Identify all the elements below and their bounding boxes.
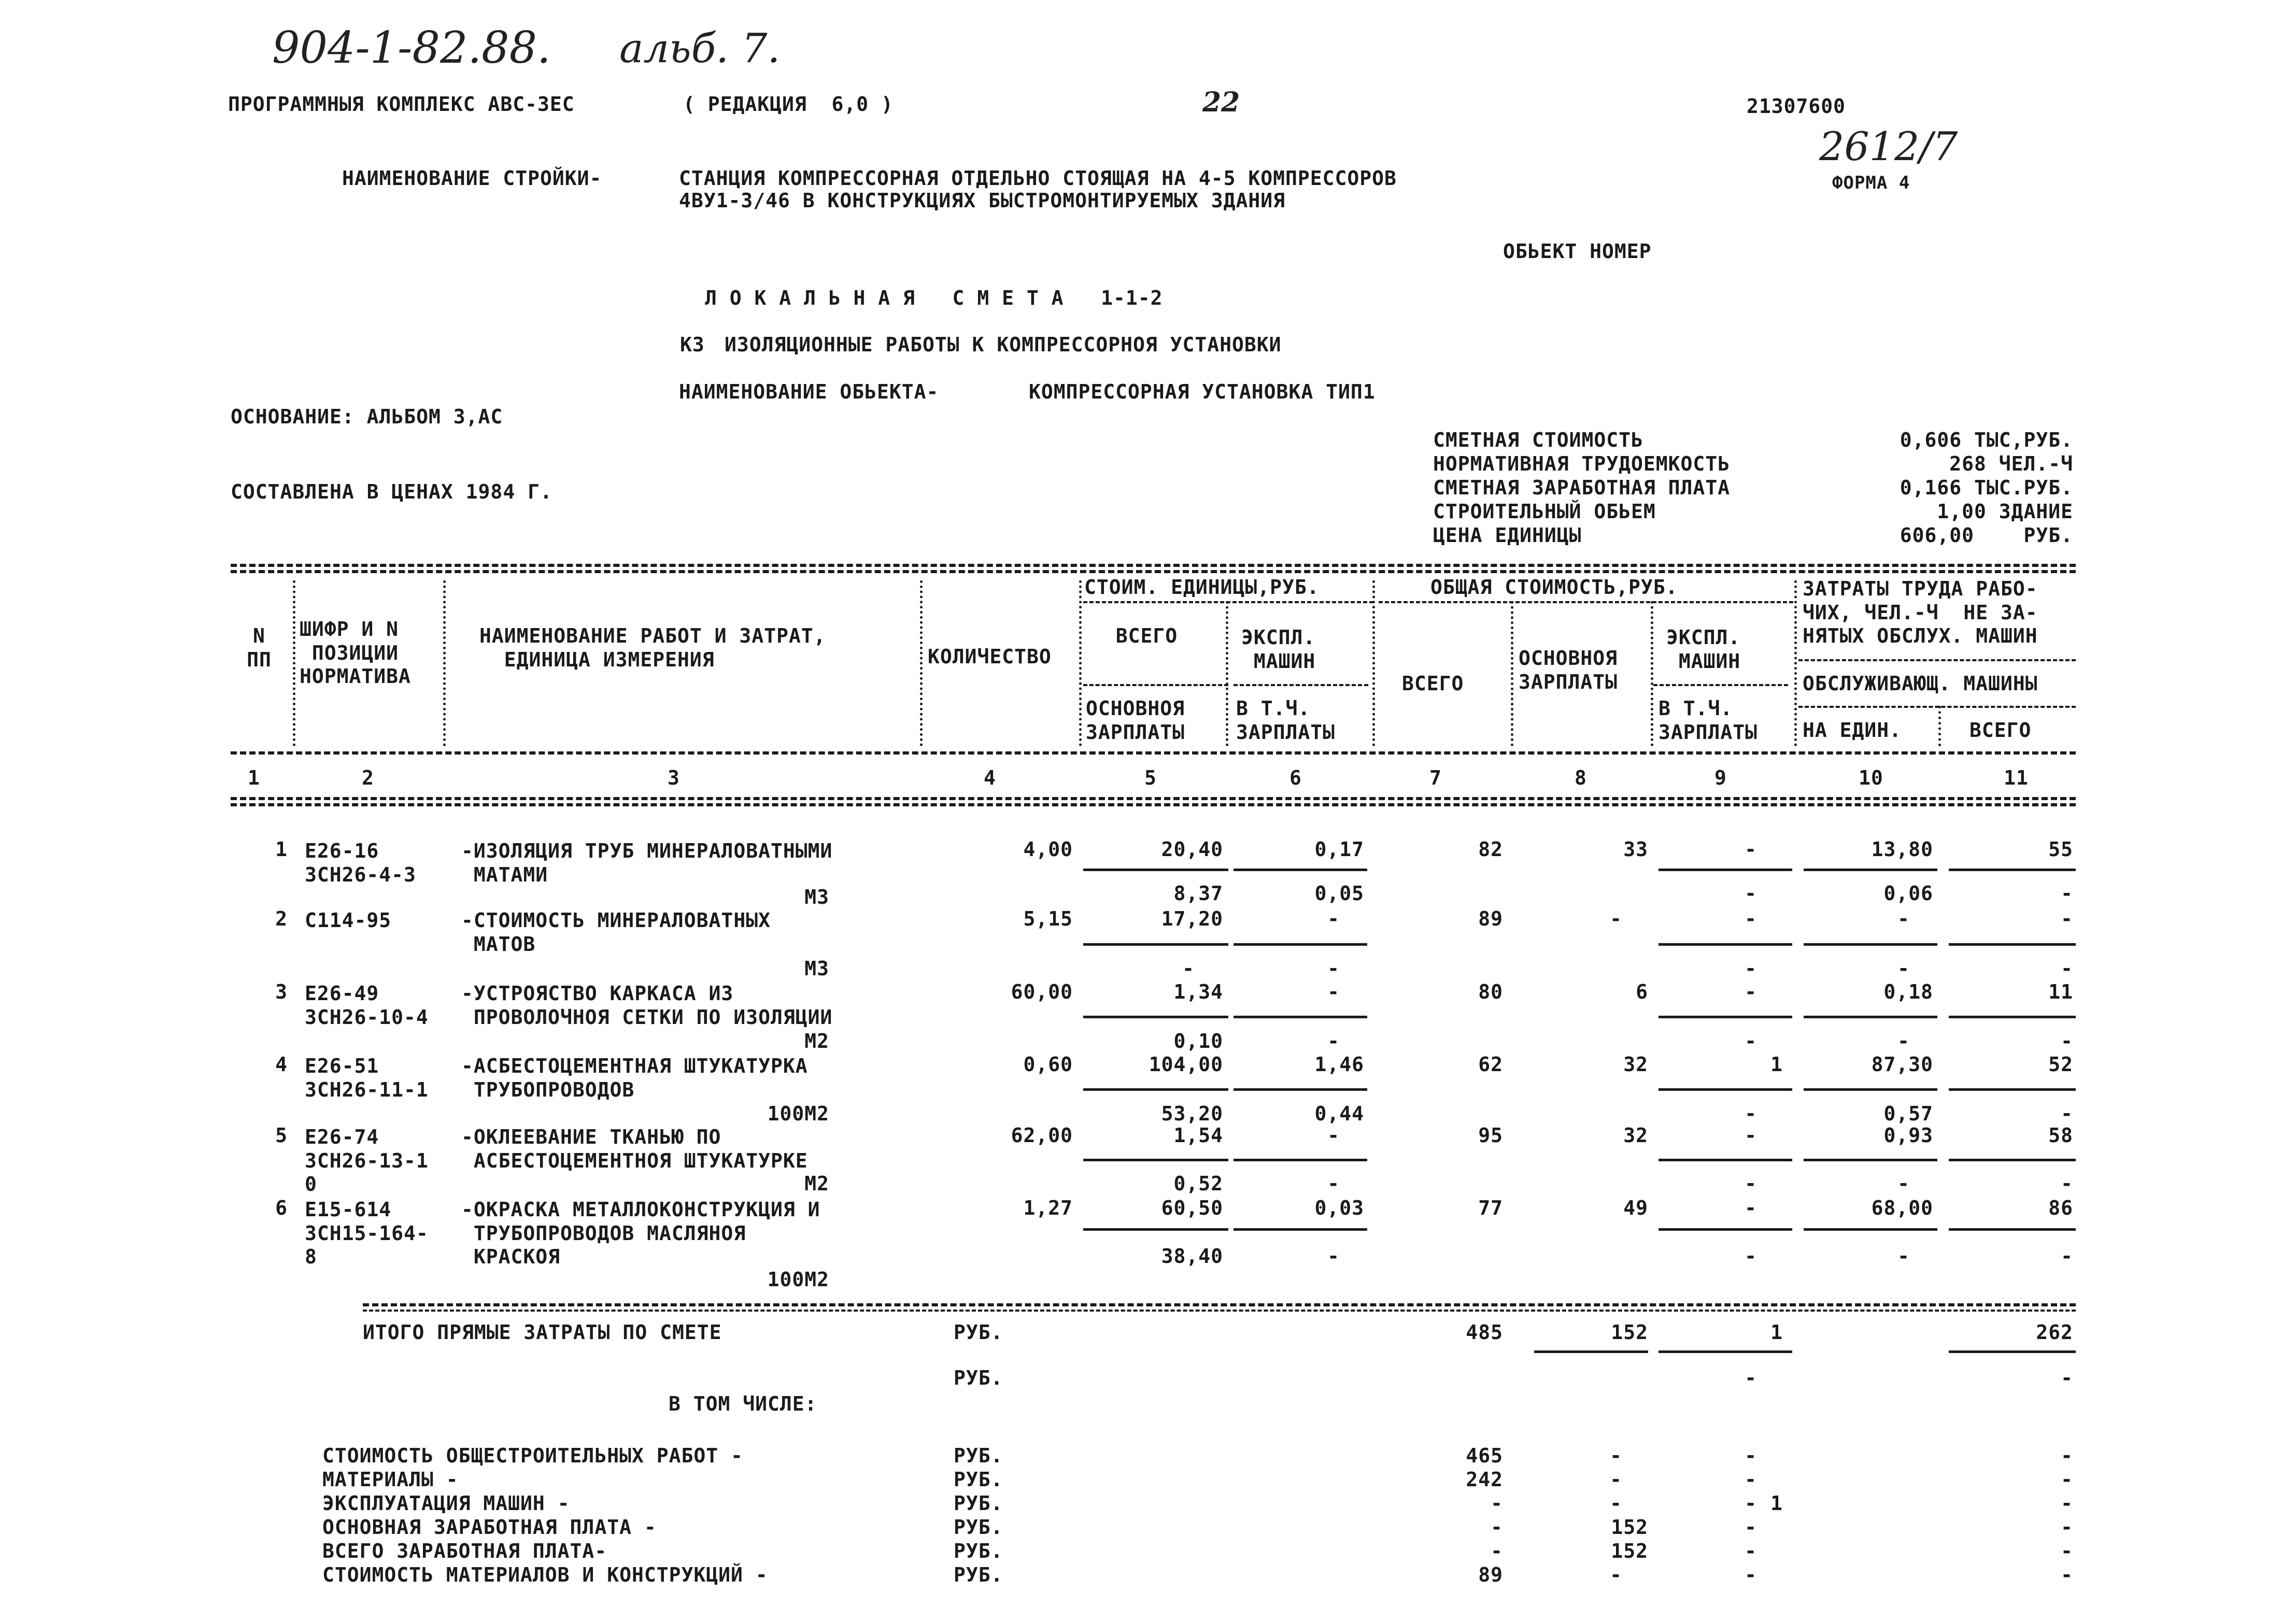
row-underline (1083, 869, 1228, 871)
breakdown-machines: - (1745, 1540, 1757, 1562)
totals-unit-2: РУБ. (954, 1367, 1003, 1389)
row-work-name: -АСБЕСТОЦЕМЕНТНАЯ ШТУКАТУРКА ТРУБОПРОВОДОВ (461, 1055, 808, 1101)
row-quantity: 60,00 (1011, 980, 1073, 1003)
breakdown-unit: РУБ. (954, 1444, 1003, 1467)
header-subrule (1083, 684, 1228, 686)
header-labor-per-unit: НА ЕДИН. (1803, 719, 1902, 742)
row-total-machine-wages: - (1745, 1030, 1757, 1052)
row-unit-machine-wages: - (1327, 1172, 1340, 1195)
row-underline (1804, 1016, 1937, 1018)
totals-labor: 262 (2036, 1321, 2073, 1344)
row-code: Е26-51 ЗСН26-11-1 (305, 1055, 429, 1101)
breakdown-wages: - (1610, 1468, 1622, 1491)
breakdown-label: СТОИМОСТЬ ОБЩЕСТРОИТЕЛЬНЫХ РАБОТ - (322, 1444, 743, 1467)
row-labor-total-machines: - (2061, 1172, 2073, 1195)
totals-label: ИТОГО ПРЯМЫЕ ЗАТРАТЫ ПО СМЕТЕ (363, 1321, 722, 1344)
row-code: Е26-49 ЗСН26-10-4 (305, 982, 429, 1029)
totals-rule (363, 1310, 2076, 1312)
row-work-name: -УСТРОЯСТВО КАРКАСА ИЗ ПРОВОЛОЧНОЯ СЕТКИ ПО ИЗОЛЯЦИИ (461, 982, 833, 1029)
row-labor-per-unit-machines: 0,06 (1883, 882, 1933, 905)
header-labor-machines: ОБСЛУЖИВАЮЩ. МАШИНЫ (1803, 672, 2038, 695)
row-unit-machines: - (1327, 980, 1340, 1003)
row-labor-total: 52 (2048, 1053, 2073, 1076)
object-number-label: ОБЬЕКТ НОМЕР (1503, 240, 1652, 263)
row-unit-total: 60,50 (1161, 1197, 1223, 1219)
row-work-name: -СТОИМОСТЬ МИНЕРАЛОВАТНЫХ МАТОВ (461, 909, 771, 956)
row-unit-machines: 0,17 (1314, 838, 1364, 861)
header-unit-cost-group: СТОИМ. ЕДИНИЦЫ,РУБ. (1084, 576, 1320, 599)
col-sep (1938, 706, 1941, 746)
column-number: 11 (2004, 766, 2029, 789)
header-unit-total: ВСЕГО (1091, 624, 1178, 647)
estimate-mark: КЗ (680, 333, 705, 356)
row-unit-machine-wages: 0,05 (1314, 882, 1364, 905)
row-total-wages: 33 (1623, 838, 1648, 861)
totals-machine-wages: - (1745, 1367, 1757, 1389)
breakdown-labor: - (2061, 1492, 2073, 1515)
row-quantity: 5,15 (1023, 907, 1073, 930)
row-code: С114-95 (305, 909, 392, 932)
table-top-rule (231, 564, 2076, 567)
object-label: НАИМЕНОВАНИЕ ОБЬЕКТА- (679, 380, 939, 403)
header-group-rule (1379, 601, 1793, 603)
breakdown-machines: - (1745, 1468, 1757, 1491)
row-quantity: 1,27 (1023, 1197, 1073, 1219)
col-sep (1226, 601, 1228, 746)
row-labor-total-machines: - (2061, 1102, 2073, 1125)
header-code: ШИФР И N ПОЗИЦИИ НОРМАТИВА (300, 618, 411, 688)
column-number: 7 (1429, 766, 1442, 789)
row-unit: М3 (804, 886, 829, 908)
row-total-machine-wages: - (1745, 1172, 1757, 1195)
row-total-wages: 49 (1623, 1197, 1648, 1219)
header-group-rule (1083, 601, 1373, 603)
row-unit-machines: - (1327, 1124, 1340, 1147)
header-total-machine-wages: В Т.Ч. ЗАРПЛАТЫ (1659, 697, 1758, 744)
row-labor-total-machines: - (2061, 1245, 2073, 1268)
header-unit-machine-wages: В Т.Ч. ЗАРПЛАТЫ (1236, 697, 1336, 744)
summary-value: 0,606 ТЫС,РУБ. (1900, 429, 2073, 451)
page-number: 22 (1202, 87, 1240, 118)
row-underline (1083, 1016, 1228, 1018)
row-quantity: 4,00 (1023, 838, 1073, 861)
totals-underline (1534, 1350, 1648, 1353)
row-code: Е26-74 ЗСН26-13-1 0 (305, 1126, 429, 1196)
row-total-machine-wages: - (1745, 1102, 1757, 1125)
breakdown-wages: - (1610, 1492, 1622, 1515)
row-number: 3 (275, 980, 288, 1003)
row-labor-per-unit: 87,30 (1871, 1053, 1933, 1076)
row-underline (1949, 1228, 2076, 1231)
breakdown-total: - (1491, 1540, 1503, 1562)
column-number-rule (231, 797, 2076, 800)
header-total-machines: ЭКСПЛ. МАШИН (1666, 626, 1741, 673)
row-labor-total: - (2061, 907, 2073, 930)
price-base: СОСТАВЛЕНА В ЦЕНАХ 1984 Г. (231, 480, 552, 503)
breakdown-label: ОСНОВНАЯ ЗАРАБОТНАЯ ПЛАТА - (322, 1516, 657, 1539)
col-sep (1794, 580, 1797, 746)
row-underline (1083, 943, 1228, 946)
row-labor-per-unit: 13,80 (1871, 838, 1933, 861)
row-underline (1083, 1159, 1228, 1161)
breakdown-machines: - (1745, 1492, 1757, 1515)
summary-label: НОРМАТИВНАЯ ТРУДОЕМКОСТЬ (1433, 452, 1731, 475)
breakdown-wages: - (1610, 1444, 1622, 1467)
breakdown-label: ЭКСПЛУАТАЦИЯ МАШИН - (322, 1492, 570, 1515)
row-number: 2 (275, 907, 288, 930)
col-sep (1372, 580, 1375, 746)
breakdown-labor: - (2061, 1540, 2073, 1562)
row-labor-total: 11 (2048, 980, 2073, 1003)
row-underline (1804, 1088, 1937, 1091)
breakdown-machines: - (1745, 1563, 1757, 1586)
row-labor-per-unit-machines: - (1897, 1245, 1910, 1268)
row-underline (1804, 869, 1937, 871)
row-underline (1234, 1016, 1367, 1018)
row-underline (1949, 1016, 2076, 1018)
breakdown-unit: РУБ. (954, 1468, 1003, 1491)
column-number: 1 (248, 766, 260, 789)
row-number: 4 (275, 1053, 288, 1076)
totals-total: 485 (1466, 1321, 1503, 1344)
breakdown-label: ВСЕГО ЗАРАБОТНАЯ ПЛАТА- (322, 1540, 607, 1562)
breakdown-unit: РУБ. (954, 1540, 1003, 1562)
row-underline (1083, 1088, 1228, 1091)
row-quantity: 0,60 (1023, 1053, 1073, 1076)
row-underline (1949, 1159, 2076, 1161)
row-code: Е26-16 ЗСН26-4-3 (305, 840, 416, 886)
col-sep (443, 580, 446, 746)
row-total-machines: - (1745, 1124, 1757, 1147)
row-unit: М2 (804, 1172, 829, 1195)
header-total-cost-group: ОБЩАЯ СТОИМОСТЬ,РУБ. (1430, 576, 1678, 599)
row-total: 62 (1478, 1053, 1503, 1076)
breakdown-label: СТОИМОСТЬ МАТЕРИАЛОВ И КОНСТРУКЦИЙ - (322, 1563, 768, 1586)
row-labor-total: 58 (2048, 1124, 2073, 1147)
col-sep (1079, 580, 1082, 746)
album-number: альб. 7. (619, 25, 781, 72)
header-subrule (1798, 659, 2076, 661)
construction-label: НАИМЕНОВАНИЕ СТРОЙКИ- (342, 167, 602, 190)
summary-value: 606,00 РУБ. (1900, 524, 2073, 547)
basis: ОСНОВАНИЕ: АЛЬБОМ 3,АС (231, 405, 503, 428)
row-total-machines: - (1745, 838, 1757, 861)
row-total: 82 (1478, 838, 1503, 861)
breakdown-labor: - (2061, 1444, 2073, 1467)
row-underline (1234, 869, 1367, 871)
row-unit-machines: 1,46 (1314, 1053, 1364, 1076)
row-underline (1234, 1088, 1367, 1091)
breakdown-wages: - (1610, 1563, 1622, 1586)
estimate-title: Л О К А Л Ь Н А Я С М Е Т А 1-1-2 (705, 287, 1163, 309)
breakdown-labor: - (2061, 1563, 2073, 1586)
row-unit-machine-wages: 0,44 (1314, 1102, 1364, 1125)
row-underline (1949, 869, 2076, 871)
row-unit-wages: 8,37 (1173, 882, 1223, 905)
breakdown-total: - (1491, 1492, 1503, 1515)
header-subrule (1234, 684, 1368, 686)
column-number: 9 (1714, 766, 1727, 789)
row-work-name: -ОКРАСКА МЕТАЛЛОКОНСТРУКЦИЯ И ТРУБОПРОВОДОВ МАСЛЯНОЯ КРАСКОЯ (461, 1198, 820, 1269)
row-underline (1949, 943, 2076, 946)
col-sep (293, 580, 295, 746)
object-name: КОМПРЕССОРНАЯ УСТАНОВКА ТИП1 (1029, 380, 1376, 403)
estimate-subject: ИЗОЛЯЦИОННЫЕ РАБОТЫ К КОМПРЕССОРНОЯ УСТАНОВКИ (725, 333, 1282, 356)
summary-label: СМЕТНАЯ ЗАРАБОТНАЯ ПЛАТА (1433, 476, 1731, 499)
row-work-name: -ОКЛЕЕВАНИЕ ТКАНЬЮ ПО АСБЕСТОЦЕМЕНТНОЯ ШТУКАТУРКЕ (461, 1126, 808, 1172)
column-number: 3 (668, 766, 680, 789)
breakdown-machines: - (1745, 1444, 1757, 1467)
construction-name-line2: 4ВУ1-3/46 В КОНСТРУКЦИЯХ БЫСТРОМОНТИРУЕМЫХ ЗДАНИЯ (679, 189, 1286, 212)
row-code: Е15-614 ЗСН15-164- 8 (305, 1198, 429, 1269)
breakdown-total: 242 (1466, 1468, 1503, 1491)
row-labor-per-unit: - (1897, 907, 1910, 930)
program-edition: ( РЕДАКЦИЯ 6,0 ) (683, 93, 894, 116)
summary-label: ЦЕНА ЕДИНИЦЫ (1433, 524, 1582, 547)
breakdown-total: 89 (1478, 1563, 1503, 1586)
row-unit-machines: - (1327, 907, 1340, 930)
row-total-machines: - (1745, 1197, 1757, 1219)
summary-value: 1,00 ЗДАНИЕ (1937, 500, 2073, 523)
breakdown-unit: РУБ. (954, 1516, 1003, 1539)
row-underline (1659, 1159, 1792, 1161)
row-unit-wages: 0,10 (1173, 1030, 1223, 1052)
row-underline (1659, 1016, 1792, 1018)
row-unit-total: 1,54 (1173, 1124, 1223, 1147)
breakdown-unit: РУБ. (954, 1492, 1003, 1515)
row-labor-per-unit: 0,18 (1883, 980, 1933, 1003)
row-unit-wages: 0,52 (1173, 1172, 1223, 1195)
row-unit-wages: 53,20 (1161, 1102, 1223, 1125)
breakdown-unit: РУБ. (954, 1563, 1003, 1586)
totals-unit: РУБ. (954, 1321, 1003, 1344)
header-labor-total: ВСЕГО (1969, 719, 2032, 742)
row-underline (1659, 869, 1792, 871)
totals-rule (363, 1303, 2076, 1306)
row-labor-total-machines: - (2061, 957, 2073, 980)
column-number: 8 (1575, 766, 1587, 789)
col-sep (1651, 601, 1653, 746)
breakdown-labor: - (2061, 1516, 2073, 1539)
breakdown-label: МАТЕРИАЛЫ - (322, 1468, 459, 1491)
row-underline (1659, 1088, 1792, 1091)
summary-value: 0,166 ТЫС.РУБ. (1900, 476, 2073, 499)
breakdown-labor: - (2061, 1468, 2073, 1491)
row-unit: М3 (804, 957, 829, 980)
row-unit: 100М2 (767, 1268, 829, 1291)
row-underline (1234, 943, 1367, 946)
breakdown-machines-extra: 1 (1770, 1492, 1783, 1515)
header-row-number: N ПП (247, 624, 272, 671)
row-underline (1804, 943, 1937, 946)
row-total-machines: - (1745, 907, 1757, 930)
row-labor-per-unit: 0,93 (1883, 1124, 1933, 1147)
row-number: 5 (275, 1124, 288, 1147)
album-code: 904-1-82.88. (272, 22, 551, 73)
row-number: 6 (275, 1197, 288, 1219)
row-unit: 100М2 (767, 1102, 829, 1125)
breakdown-wages: 152 (1611, 1516, 1648, 1539)
header-subrule (1653, 684, 1788, 686)
breakdown-wages: 152 (1611, 1540, 1648, 1562)
totals-labor-machines: - (2061, 1367, 2073, 1389)
row-total-machine-wages: - (1745, 957, 1757, 980)
header-total-wages: ОСНОВНОЯ ЗАРПЛАТЫ (1519, 647, 1618, 693)
header-unit-machines: ЭКСПЛ. МАШИН (1241, 626, 1316, 673)
row-labor-total: 55 (2048, 838, 2073, 861)
row-total-machines: - (1745, 980, 1757, 1003)
row-total: 95 (1478, 1124, 1503, 1147)
row-number: 1 (275, 838, 288, 861)
breakdown-total: - (1491, 1516, 1503, 1539)
totals-underline (1659, 1350, 1792, 1353)
summary-label: СТРОИТЕЛЬНЫЙ ОБЬЕМ (1433, 500, 1656, 523)
row-labor-per-unit-machines: - (1897, 1030, 1910, 1052)
breakdown-machines: - (1745, 1516, 1757, 1539)
row-total-wages: - (1610, 907, 1622, 930)
summary-value: 268 ЧЕЛ.-Ч (1949, 452, 2073, 475)
row-total: 77 (1478, 1197, 1503, 1219)
header-labor-group: ЗАТРАТЫ ТРУДА РАБО- ЧИХ, ЧЕЛ.-Ч НЕ ЗА- НЯТЫХ ОБСЛУХ. МАШИН (1803, 577, 2038, 648)
summary-label: СМЕТНАЯ СТОИМОСТЬ (1433, 429, 1643, 451)
row-unit-machine-wages: - (1327, 1245, 1340, 1268)
column-number: 5 (1144, 766, 1157, 789)
row-labor-total-machines: - (2061, 1030, 2073, 1052)
row-underline (1083, 1228, 1228, 1231)
column-number: 10 (1859, 766, 1883, 789)
construction-name-line1: СТАНЦИЯ КОМПРЕССОРНАЯ ОТДЕЛЬНО СТОЯЩАЯ НА 4-5 КОМПРЕССОРОВ (679, 167, 1397, 190)
row-unit-wages: - (1182, 957, 1195, 980)
row-total-machine-wages: - (1745, 1245, 1757, 1268)
header-quantity: КОЛИЧЕСТВО (928, 645, 1052, 668)
column-number: 4 (984, 766, 996, 789)
breakdown-total: 465 (1466, 1444, 1503, 1467)
row-labor-per-unit-machines: - (1897, 957, 1910, 980)
form-label: ФОРМА 4 (1832, 173, 1910, 193)
totals-wages: 152 (1611, 1321, 1648, 1344)
document-code: 21307600 (1747, 95, 1846, 118)
row-labor-per-unit: 68,00 (1871, 1197, 1933, 1219)
row-unit-wages: 38,40 (1161, 1245, 1223, 1268)
row-unit-total: 17,20 (1161, 907, 1223, 930)
row-labor-total: 86 (2048, 1197, 2073, 1219)
header-subrule (1798, 706, 2076, 708)
row-total: 80 (1478, 980, 1503, 1003)
row-labor-per-unit-machines: - (1897, 1172, 1910, 1195)
row-total-wages: 32 (1623, 1053, 1648, 1076)
row-total-machines: 1 (1770, 1053, 1783, 1076)
row-work-name: -ИЗОЛЯЦИЯ ТРУБ МИНЕРАЛОВАТНЫМИ МАТАМИ (461, 840, 833, 886)
row-unit-machines: 0,03 (1314, 1197, 1364, 1219)
row-underline (1949, 1088, 2076, 1091)
header-unit-wages: ОСНОВНОЯ ЗАРПЛАТЫ (1086, 697, 1185, 744)
col-sep (920, 580, 923, 746)
row-unit-machine-wages: - (1327, 957, 1340, 980)
column-number: 2 (362, 766, 374, 789)
row-unit-total: 1,34 (1173, 980, 1223, 1003)
column-number-rule (231, 803, 2076, 806)
row-underline (1234, 1228, 1367, 1231)
row-underline (1659, 1228, 1792, 1231)
row-unit-total: 20,40 (1161, 838, 1223, 861)
totals-machines: 1 (1770, 1321, 1783, 1344)
header-total: ВСЕГО (1402, 672, 1464, 695)
row-underline (1804, 1228, 1937, 1231)
row-underline (1659, 943, 1792, 946)
row-underline (1234, 1159, 1367, 1161)
row-underline (1804, 1159, 1937, 1161)
program-name: ПРОГРАММНЫЯ КОМПЛЕКС АВС-ЗЕС (228, 93, 575, 116)
including-label: В ТОМ ЧИСЛЕ: (669, 1392, 817, 1415)
row-total-machine-wages: - (1745, 882, 1757, 905)
row-quantity: 62,00 (1011, 1124, 1073, 1147)
row-total-wages: 6 (1636, 980, 1648, 1003)
row-unit-machine-wages: - (1327, 1030, 1340, 1052)
row-total-wages: 32 (1623, 1124, 1648, 1147)
totals-underline (1949, 1350, 2076, 1353)
row-unit: М2 (804, 1030, 829, 1052)
row-labor-per-unit-machines: 0,57 (1883, 1102, 1933, 1125)
form-code: 2612/7 (1819, 123, 1958, 169)
row-total: 89 (1478, 907, 1503, 930)
table-header-top-rule (231, 570, 2076, 573)
row-labor-total-machines: - (2061, 882, 2073, 905)
col-sep (1511, 601, 1513, 746)
row-unit-total: 104,00 (1149, 1053, 1223, 1076)
header-work-name: НАИМЕНОВАНИЕ РАБОТ И ЗАТРАТ, ЕДИНИЦА ИЗМЕРЕНИЯ (479, 624, 826, 671)
column-number: 6 (1289, 766, 1302, 789)
header-bottom-rule (231, 751, 2076, 755)
